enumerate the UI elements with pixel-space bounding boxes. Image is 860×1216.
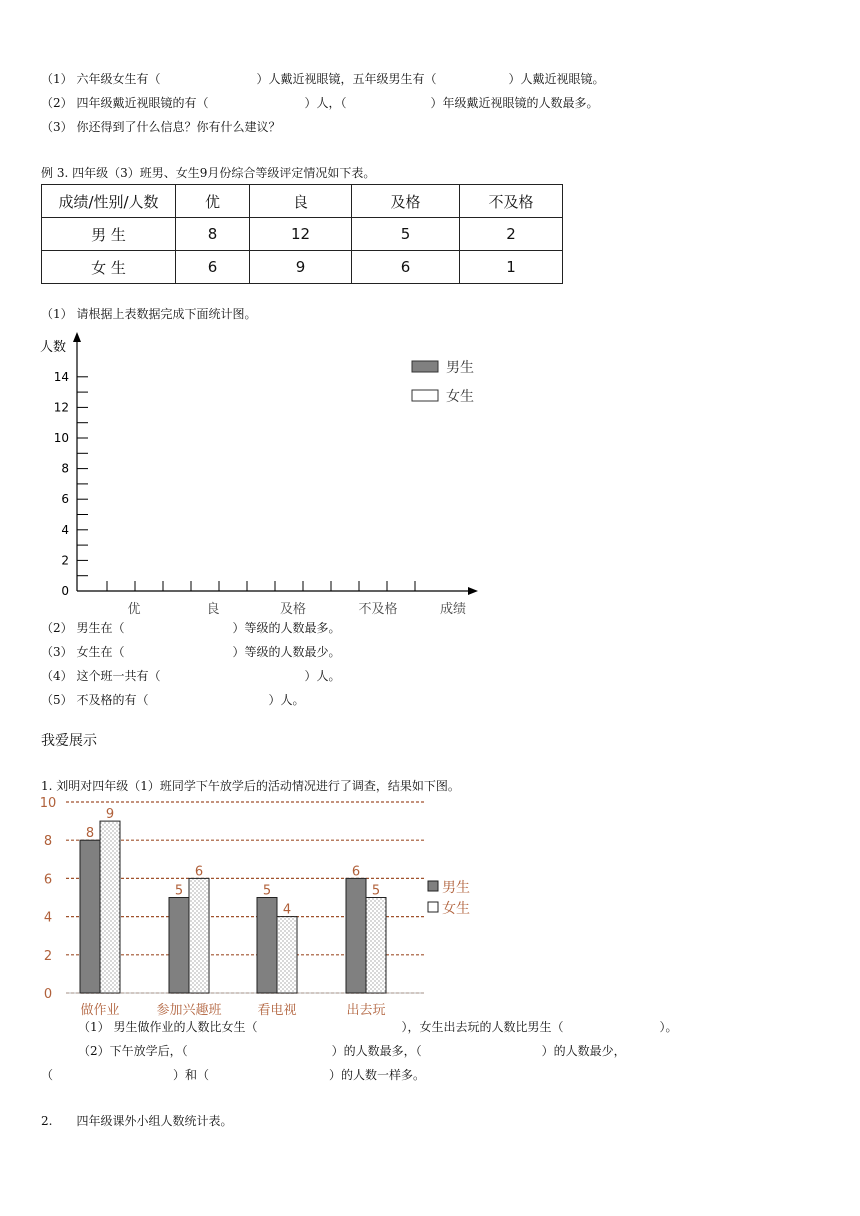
problem-1-question-1: （1） 男生做作业的人数比女生（ ），女生出去玩的人数比男生（ ）。 [78,1020,678,1034]
problem-1-question-2-cont: （ ）和（ ）的人数一样多。 [41,1068,426,1082]
chart2-y-tick-label: 2 [43,948,53,964]
table-row [42,218,563,251]
chart2-legend-label: 男生 [442,880,470,896]
table-header-cell: 良 [250,185,352,218]
problem-2-title: 2. 四年级课外小组人数统计表。 [41,1114,233,1128]
male-bar [257,898,277,994]
example-3-question-3: （3） 女生在（ ）等级的人数最少。 [41,645,341,659]
chart1-category-label: 良 [206,602,220,617]
table-cell: 8 [176,218,250,251]
chart2-data-label: 6 [194,864,204,880]
chart1-legend-label: 男生 [446,360,474,376]
chart1-y-tick-label: 4 [61,522,69,537]
activity-bar-chart [30,792,490,1022]
chart2-category-label: 做作业 [80,1003,120,1018]
chart2-legend-swatch [428,902,438,912]
chart2-data-label: 6 [351,864,361,880]
table-cell: 1 [460,251,563,284]
chart1-y-tick-label: 12 [53,400,69,415]
chart1-category-label: 优 [127,602,141,617]
chart2-legend-swatch [428,881,438,891]
chart1-y-tick-label: 0 [61,584,69,598]
chart2-y-tick-label: 6 [43,872,53,888]
table-header-row [42,185,563,218]
example-3-question-1: （1） 请根据上表数据完成下面统计图。 [41,307,257,321]
male-bar [346,878,366,993]
chart2-y-tick-label: 4 [43,910,53,926]
table-cell: 12 [250,218,352,251]
table-cell: 5 [352,218,460,251]
table-header-cell: 优 [176,185,250,218]
table-row [42,251,563,284]
female-bar [189,878,209,993]
chart2-legend-label: 女生 [442,901,470,917]
chart1-y-tick-label: 14 [53,369,69,384]
table-cell: 男 生 [42,218,176,251]
example-3-question-2: （2） 男生在（ ）等级的人数最多。 [41,621,341,635]
chart2-y-tick-label: 0 [43,987,53,1002]
chart1-y-tick-label: 8 [61,461,69,476]
problem-1-question-2: （2）下午放学后，（ ）的人数最多，（ ）的人数最少， [78,1044,626,1058]
chart1-y-tick-label: 2 [61,553,69,568]
chart2-category-label: 出去玩 [346,1003,386,1018]
table-cell: 9 [250,251,352,284]
blank-bar-chart [30,322,490,622]
chart1-y-tick-label: 10 [53,431,69,445]
chart1-y-tick-label: 6 [61,492,69,507]
example-3-question-4: （4） 这个班一共有（ ）人。 [41,669,341,683]
chart1-legend-swatch [412,390,438,401]
chart1-y-axis-label: 人数 [40,340,67,355]
chart2-category-label: 参加兴趣班 [156,1003,222,1018]
chart1-category-label: 及格 [279,602,307,617]
chart2-data-label: 5 [371,883,381,899]
example-3-question-5: （5） 不及格的有（ ）人。 [41,693,305,707]
grade-table [41,184,563,284]
table-cell: 6 [176,251,250,284]
female-bar [366,898,386,994]
chart2-data-label: 9 [105,807,115,823]
female-bar [100,821,120,993]
problem-1-title: 1. 刘明对四年级（1）班同学下午放学后的活动情况进行了调查，结果如下图。 [41,779,460,793]
chart2-y-tick-label: 8 [43,834,53,850]
table-header-cell: 及格 [352,185,460,218]
table-cell: 女 生 [42,251,176,284]
chart2-category-label: 看电视 [257,1003,297,1018]
question-1-3: （3） 你还得到了什么信息？你有什么建议？ [41,120,281,134]
table-cell: 6 [352,251,460,284]
chart2-data-label: 4 [282,902,292,918]
chart1-category-label: 不及格 [358,602,398,617]
table-cell: 2 [460,218,563,251]
male-bar [80,840,100,993]
male-bar [169,898,189,994]
chart1-legend-label: 女生 [446,389,474,405]
chart2-data-label: 5 [262,883,272,899]
table-header-cell: 不及格 [460,185,563,218]
chart2-y-tick-label: 10 [39,796,57,811]
example-3-title: 例 3. 四年级（3）班男、女生9月份综合等级评定情况如下表。 [41,166,376,180]
chart2-data-label: 5 [174,883,184,899]
female-bar [277,917,297,993]
section-heading: 我爱展示 [41,733,97,749]
chart1-legend-swatch [412,361,438,372]
question-1-1: （1） 六年级女生有（ ）人戴近视眼镜，五年级男生有（ ）人戴近视眼镜。 [41,72,605,86]
chart1-x-axis-label: 成绩 [440,602,467,617]
question-1-2: （2） 四年级戴近视眼镜的有（ ）人，（ ）年级戴近视眼镜的人数最多。 [41,96,599,110]
table-header-cell: 成绩/性别/人数 [42,185,176,218]
chart2-data-label: 8 [85,826,95,842]
